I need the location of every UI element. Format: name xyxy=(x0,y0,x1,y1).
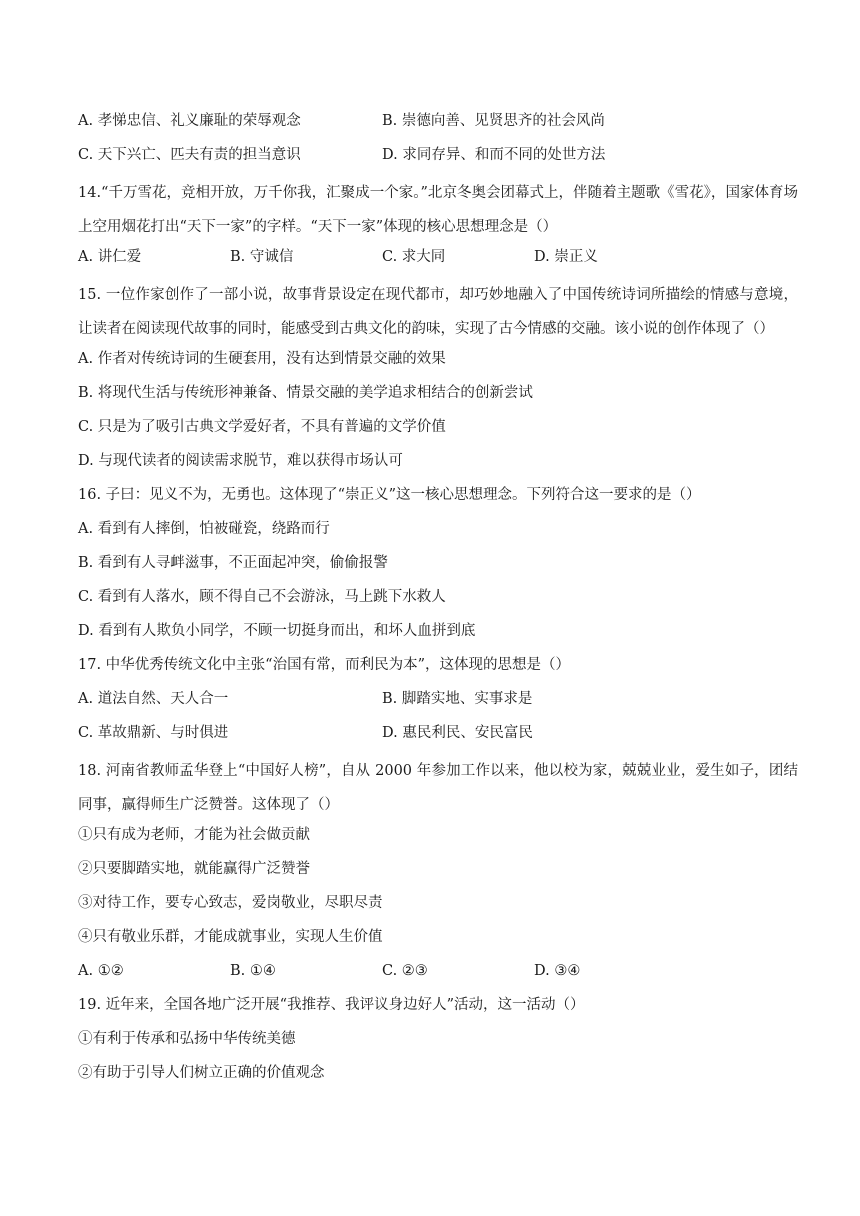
q16-option-c: C. 看到有人落水，顾不得自己不会游泳，马上跳下水救人 xyxy=(78,589,446,605)
exam-page xyxy=(78,108,798,1094)
q19-statement-1: ①有利于传承和弘扬中华传统美德 xyxy=(78,1031,296,1047)
q19-stem: 19. 近年来，全国各地广泛开展“我推荐、我评议身边好人”活动，这一活动（） xyxy=(78,997,585,1013)
q18-option-c: C. ②③ xyxy=(382,963,428,979)
q17-option-c: C. 革故鼎新、与时俱进 xyxy=(78,725,229,741)
q18-options xyxy=(78,958,798,992)
q14-options xyxy=(78,244,798,278)
q16-option-a: A. 看到有人摔倒，怕被碰瓷，绕路而行 xyxy=(78,521,330,537)
q13-option-a: A. 孝悌忠信、礼义廉耻的荣辱观念 xyxy=(78,113,301,129)
q17-option-a: A. 道法自然、天人合一 xyxy=(78,691,229,707)
q18-statement-3: ③对待工作，要专心致志，爱岗敬业，尽职尽责 xyxy=(78,895,383,911)
q13-options-row-2 xyxy=(78,142,798,176)
q15-stem: 15. 一位作家创作了一部小说，故事背景设定在现代都市，却巧妙地融入了中国传统诗词所描绘的情感与意境，让读者在阅读现代故事的同时，能感受到古典文化的韵味，实现了古今情感的交融。该小说的创作体现了（） xyxy=(78,287,798,337)
q18-stem: 18. 河南省教师孟华登上“中国好人榜”，自从 2000 年参加工作以来，他以校为家，兢兢业业，爱生如子，团结同事，赢得师生广泛赞誉。这体现了（） xyxy=(78,763,798,813)
q13-option-c: C. 天下兴亡、匹夫有责的担当意识 xyxy=(78,147,301,163)
q16-option-d: D. 看到有人欺负小同学，不顾一切挺身而出，和坏人血拼到底 xyxy=(78,623,476,639)
q17-options-row-1 xyxy=(78,686,798,720)
q16-stem: 16. 子曰：见义不为，无勇也。这体现了“崇正义”这一核心思想理念。下列符合这一要求的是（） xyxy=(78,487,701,503)
q15-option-b: B. 将现代生活与传统形神兼备、情景交融的美学追求相结合的创新尝试 xyxy=(78,385,533,401)
q15-option-a: A. 作者对传统诗词的生硬套用，没有达到情景交融的效果 xyxy=(78,351,446,367)
q18-option-a: A. ①② xyxy=(78,963,124,979)
q17-stem: 17. 中华优秀传统文化中主张“治国有常，而利民为本”，这体现的思想是（） xyxy=(78,657,570,673)
q16-option-b: B. 看到有人寻衅滋事，不正面起冲突，偷偷报警 xyxy=(78,555,388,571)
q17-option-b: B. 脚踏实地、实事求是 xyxy=(382,691,533,707)
q18-statement-1: ①只有成为老师，才能为社会做贡献 xyxy=(78,827,310,843)
q18-statement-4: ④只有敬业乐群，才能成就事业，实现人生价值 xyxy=(78,929,383,945)
q18-option-d: D. ③④ xyxy=(534,963,581,979)
q17-options-row-2 xyxy=(78,720,798,754)
q14-stem: 14.“千万雪花，竞相开放，万千你我，汇聚成一个家。”北京冬奥会团幕式上，伴随着主题歌《雪花》，国家体育场上空用烟花打出“天下一家”的字样。“天下一家”体现的核心思想理念是（） xyxy=(78,185,798,235)
q15-option-d: D. 与现代读者的阅读需求脱节，难以获得市场认可 xyxy=(78,453,403,469)
q18-option-b: B. ①④ xyxy=(230,963,276,979)
q19-statement-2: ②有助于引导人们树立正确的价值观念 xyxy=(78,1065,325,1081)
q14-option-b: B. 守诚信 xyxy=(230,249,294,265)
q17-option-d: D. 惠民利民、安民富民 xyxy=(382,725,533,741)
q15-option-c: C. 只是为了吸引古典文学爱好者，不具有普遍的文学价值 xyxy=(78,419,446,435)
q14-option-d: D. 崇正义 xyxy=(534,249,598,265)
q14-option-c: C. 求大同 xyxy=(382,249,446,265)
q13-options-row-1 xyxy=(78,108,798,142)
q13-option-d: D. 求同存异、和而不同的处世方法 xyxy=(382,147,606,163)
q14-option-a: A. 讲仁爱 xyxy=(78,249,142,265)
q18-statement-2: ②只要脚踏实地，就能赢得广泛赞誉 xyxy=(78,861,310,877)
q13-option-b: B. 崇德向善、见贤思齐的社会风尚 xyxy=(382,113,605,129)
